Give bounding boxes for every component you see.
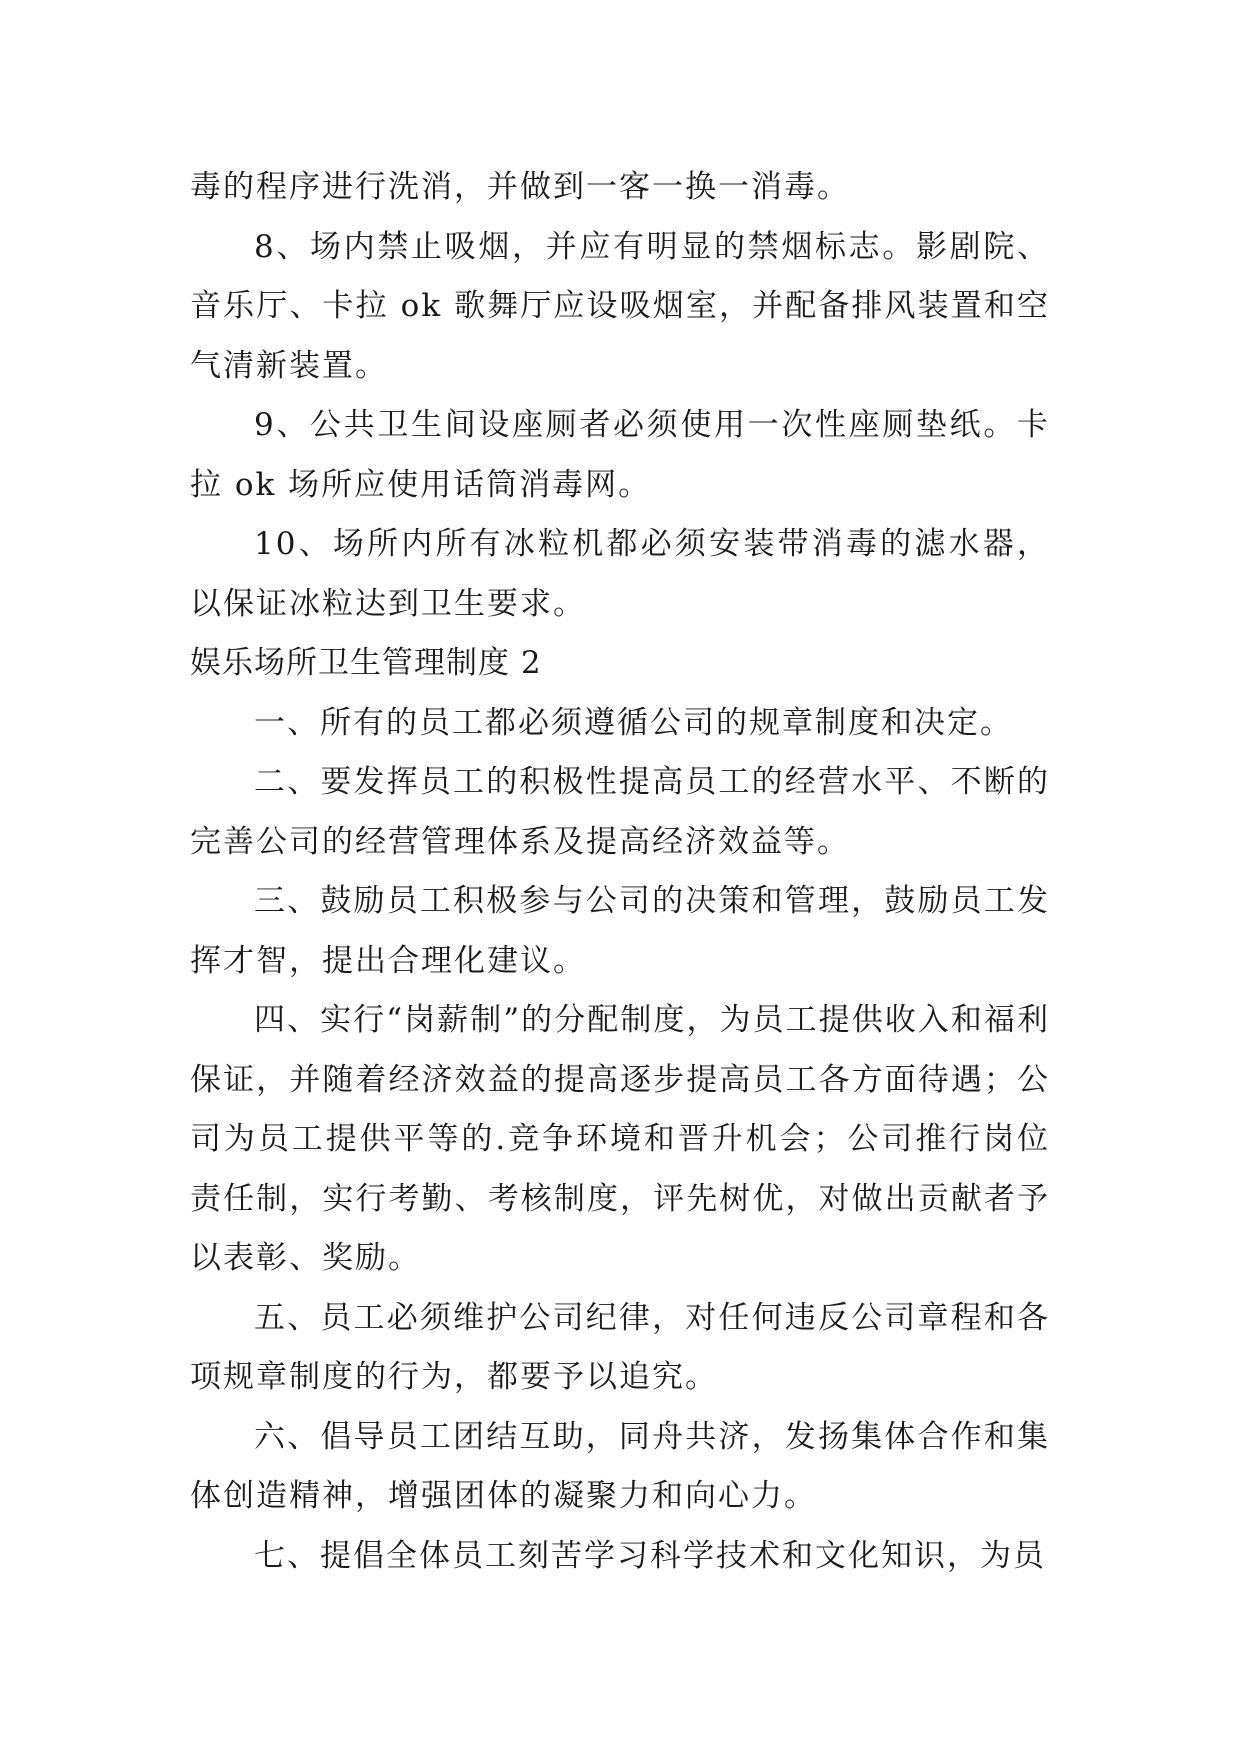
section-item-2: 二、要发挥员工的积极性提高员工的经营水平、不断的完善公司的经营管理体系及提高经济效益等。 — [190, 764, 1050, 860]
section-item-6: 六、倡导员工团结互助，同舟共济，发扬集体合作和集体创造精神，增强团体的凝聚力和向心力。 — [190, 1418, 1050, 1514]
section-item-5: 五、员工必须维护公司纪律，对任何违反公司章程和各项规章制度的行为，都要予以追究。 — [190, 1299, 1050, 1395]
section-title: 娱乐场所卫生管理制度 2 — [190, 645, 542, 681]
paragraph-rule-8: 8、场内禁止吸烟，并应有明显的禁烟标志。影剧院、音乐厅、卡拉 ok 歌舞厅应设吸烟室，并配备排风装置和空气清新装置。 — [190, 228, 1050, 384]
document-body — [190, 158, 1050, 1586]
section-item-4: 四、实行“岗薪制”的分配制度，为员工提供收入和福利保证，并随着经济效益的提高逐步提高员工各方面待遇；公司为员工提供平等的.竞争环境和晋升机会；公司推行岗位责任制，实行考勤、考核制度，评先树优，对做出贡献者予以表彰、奖励。 — [190, 1002, 1050, 1276]
section-item-1: 一、所有的员工都必须遵循公司的规章制度和决定。 — [254, 704, 1013, 741]
paragraph-continuation: 毒的程序进行洗消，并做到一客一换一消毒。 — [190, 169, 850, 205]
section-item-3: 三、鼓励员工积极参与公司的决策和管理，鼓励员工发挥才智，提出合理化建议。 — [190, 883, 1050, 979]
paragraph-rule-10: 10、场所内所有冰粒机都必须安装带消毒的滤水器，以保证冰粒达到卫生要求。 — [190, 526, 1050, 622]
paragraph-rule-9: 9、公共卫生间设座厕者必须使用一次性座厕垫纸。卡拉 ok 场所应使用话筒消毒网。 — [190, 407, 1050, 503]
section-item-7: 七、提倡全体员工刻苦学习科学技术和文化知识，为员 — [254, 1537, 1046, 1574]
